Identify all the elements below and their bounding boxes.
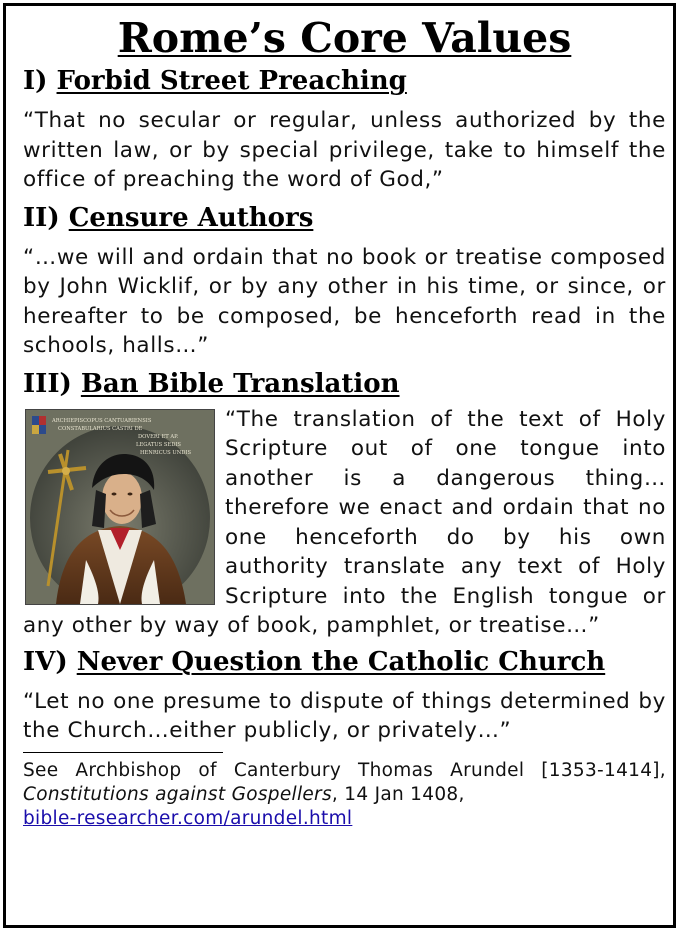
section-heading [23, 203, 666, 233]
portrait-inscription: HENRICUS UNDIS [140, 449, 192, 456]
section-numeral: III) [23, 368, 72, 399]
section-heading [23, 66, 666, 96]
section-heading [23, 369, 666, 399]
section-quote: “That no secular or regular, unless authorized by the written law, or by special privilege, take to himself the office of preaching the word of God,” [23, 108, 666, 192]
section-title: Censure Authors [68, 202, 314, 233]
footnote-divider [23, 752, 223, 753]
section-3-body [23, 405, 666, 641]
section-heading [23, 647, 666, 677]
section-title: Ban Bible Translation [80, 368, 400, 399]
portrait-inscription: LEGATUS SEDIS [136, 441, 181, 448]
citation [23, 759, 666, 831]
section-numeral: IV) [23, 646, 68, 677]
page-title: Rome’s Core Values [117, 14, 572, 62]
document-body [23, 14, 666, 831]
section-quote: “…we will and ordain that no book or treatise composed by John Wicklif, or by any other in his time, or since, or hereafter to be composed, be henceforth read in the schools, halls…” [23, 244, 666, 358]
portrait-inscription: DOVERI ET AP. [138, 433, 179, 440]
source-link[interactable]: bible-researcher.com/arundel.html [23, 807, 353, 829]
section-title: Never Question the Catholic Church [76, 646, 606, 677]
section-numeral: II) [23, 202, 60, 233]
section-quote: “Let no one presume to dispute of things determined by the Church…either publicly, or privately…” [23, 688, 666, 743]
archbishop-portrait-image [25, 409, 215, 605]
section-numeral: I) [23, 66, 48, 96]
portrait-inscription: CONSTABULARIUS CASTRI DE [58, 425, 143, 432]
page-frame [3, 3, 676, 928]
section-title: Forbid Street Preaching [56, 66, 407, 96]
section-quote: “The translation of the text of Holy Scripture out of one tongue into another is a dangerous thing…therefore we enact and ordain that no one henceforth do by his own authority translate any text of Holy Scripture into the English tongue or any other by way of book, pamphlet, or treatise…” [23, 406, 666, 638]
citation-suffix: , 14 Jan 1408, [331, 783, 465, 805]
portrait-inscription: ARCHIEPISCOPUS CANTUARIENSIS [52, 417, 152, 424]
citation-work-title: Constitutions against Gospellers [23, 783, 332, 805]
section-2 [23, 203, 666, 361]
section-1 [23, 66, 666, 195]
section-3 [23, 369, 666, 641]
section-4 [23, 647, 666, 746]
citation-prefix: See Archbishop of Canterbury Thomas Arundel [1353-1414], [23, 759, 666, 781]
